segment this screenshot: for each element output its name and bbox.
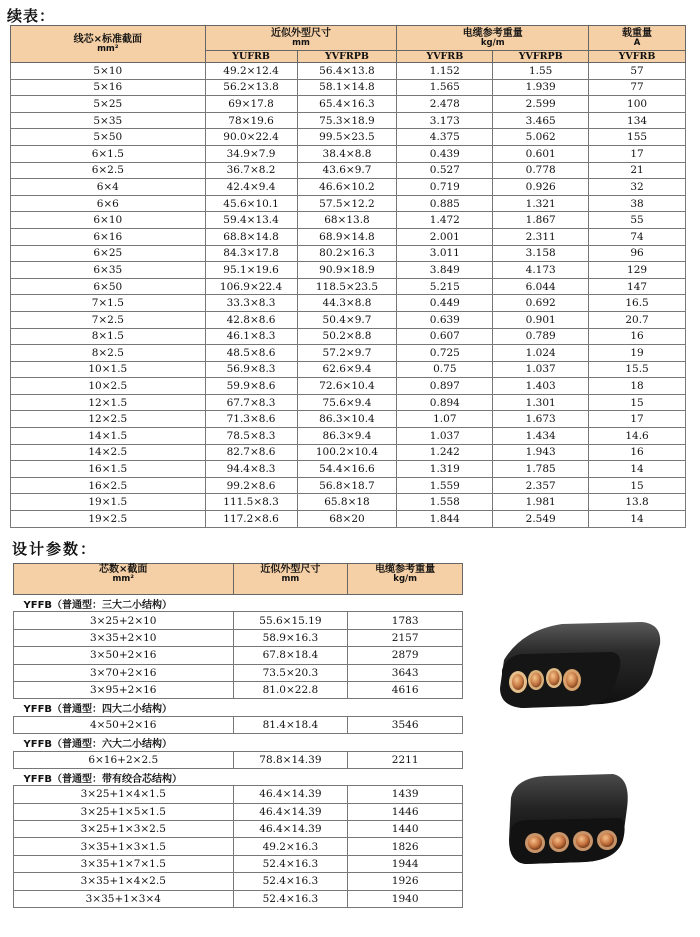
table-cell: 80.2×16.3 xyxy=(297,245,397,262)
table-cell: 0.789 xyxy=(493,328,589,345)
table-cell: 86.3×9.4 xyxy=(297,428,397,445)
table-cell: 50.2×8.8 xyxy=(297,328,397,345)
table-cell: 96 xyxy=(589,245,686,262)
table-row xyxy=(11,411,686,428)
table-row xyxy=(11,345,686,362)
table-cell: 49.2×16.3 xyxy=(233,838,348,855)
table-cell: 1440 xyxy=(348,821,463,838)
table-row xyxy=(14,821,463,838)
table-cell: 3×50+2×16 xyxy=(14,647,234,664)
table-cell: 57.5×12.2 xyxy=(297,195,397,212)
header-dimension-unit: mm xyxy=(292,38,310,48)
header-approx-dimension xyxy=(233,564,348,595)
header-core-count-label: 芯数×截面 xyxy=(99,564,148,575)
table-cell: 55 xyxy=(589,212,686,229)
table-cell: 46.6×10.2 xyxy=(297,179,397,196)
table-cell: 6×16 xyxy=(11,228,206,245)
table-cell: 2.001 xyxy=(397,228,493,245)
table-cell: 3643 xyxy=(348,664,463,681)
table-cell: 1.981 xyxy=(493,494,589,511)
table-cell: 95.1×19.6 xyxy=(205,262,297,279)
table-cell: 99.5×23.5 xyxy=(297,129,397,146)
table-cell: 38.4×8.8 xyxy=(297,145,397,162)
table-cell: 1.558 xyxy=(397,494,493,511)
table-cell: 3×25+1×3×2.5 xyxy=(14,821,234,838)
table-cell: 58.1×14.8 xyxy=(297,79,397,96)
table-cell: 78.5×8.3 xyxy=(205,428,297,445)
table-row xyxy=(11,162,686,179)
table-cell: 5×25 xyxy=(11,96,206,113)
group-row xyxy=(14,595,463,612)
table-cell: 68×13.8 xyxy=(297,212,397,229)
table-row xyxy=(14,873,463,890)
table-cell: 90.9×18.9 xyxy=(297,262,397,279)
header-ref-weight-unit: kg/m xyxy=(393,574,417,584)
table-cell: 0.885 xyxy=(397,195,493,212)
table-cell: 16×2.5 xyxy=(11,477,206,494)
table-cell: 59.4×13.4 xyxy=(205,212,297,229)
group-row xyxy=(14,734,463,751)
table-cell: 82.7×8.6 xyxy=(205,444,297,461)
table-cell: 90.0×22.4 xyxy=(205,129,297,146)
table-cell: 1.673 xyxy=(493,411,589,428)
header-weight-unit: kg/m xyxy=(480,38,505,48)
table-cell: 3×25+1×5×1.5 xyxy=(14,803,234,820)
table-cell: 8×1.5 xyxy=(11,328,206,345)
table-cell: 3.465 xyxy=(493,112,589,129)
table-cell: 12×2.5 xyxy=(11,411,206,428)
table-cell: 1.785 xyxy=(493,461,589,478)
table-cell: 10×1.5 xyxy=(11,361,206,378)
table-cell: 1446 xyxy=(348,803,463,820)
table-cell: 1.844 xyxy=(397,511,493,528)
table-cell: 1.55 xyxy=(493,63,589,80)
design-param-table-body xyxy=(14,595,463,908)
table-cell: 78.8×14.39 xyxy=(233,751,348,768)
table-cell: 1.07 xyxy=(397,411,493,428)
table-cell: 5×35 xyxy=(11,112,206,129)
table-cell: 3×35+1×7×1.5 xyxy=(14,855,234,872)
table-cell: 67.8×18.4 xyxy=(233,647,348,664)
table-row xyxy=(11,428,686,445)
table-cell: 15.5 xyxy=(589,361,686,378)
table-cell: 0.897 xyxy=(397,378,493,395)
table-cell: 99.2×8.6 xyxy=(205,477,297,494)
table-cell: 57.2×9.7 xyxy=(297,345,397,362)
table-cell: 0.692 xyxy=(493,295,589,312)
table-row xyxy=(11,461,686,478)
table-cell: 4.375 xyxy=(397,129,493,146)
table-cell: 4.173 xyxy=(493,262,589,279)
table-cell: 46.1×8.3 xyxy=(205,328,297,345)
table-row xyxy=(11,511,686,528)
table-cell: 16 xyxy=(589,328,686,345)
table-cell: 14 xyxy=(589,461,686,478)
table-cell: 75.6×9.4 xyxy=(297,394,397,411)
table-cell: 1.434 xyxy=(493,428,589,445)
table-cell: 5.062 xyxy=(493,129,589,146)
table-cell: 0.601 xyxy=(493,145,589,162)
table-cell: 81.4×18.4 xyxy=(233,716,348,733)
group-row xyxy=(14,699,463,716)
table-row xyxy=(11,112,686,129)
table-cell: 117.2×8.6 xyxy=(205,511,297,528)
table-cell: 33.3×8.3 xyxy=(205,295,297,312)
table-cell: 32 xyxy=(589,179,686,196)
table-cell: 65.4×16.3 xyxy=(297,96,397,113)
table-row xyxy=(14,629,463,646)
table-cell: 1.867 xyxy=(493,212,589,229)
header-core-section xyxy=(11,26,206,63)
group-title: YFFB（普通型：三大二小结构） xyxy=(14,595,463,612)
table-cell: 74 xyxy=(589,228,686,245)
table-cell: 17 xyxy=(589,145,686,162)
subheader-yvfrpb-weight: YVFRPB xyxy=(493,51,589,63)
table-cell: 1940 xyxy=(348,890,463,907)
table-row xyxy=(11,361,686,378)
table-cell: 1.301 xyxy=(493,394,589,411)
table-cell: 18 xyxy=(589,378,686,395)
table-cell: 118.5×23.5 xyxy=(297,278,397,295)
header-ref-weight xyxy=(348,564,463,595)
table-cell: 46.4×14.39 xyxy=(233,803,348,820)
table-cell: 4×50+2×16 xyxy=(14,716,234,733)
table-row xyxy=(14,838,463,855)
subheader-yvfrpb-dim: YVFRPB xyxy=(297,51,397,63)
table-cell: 1.565 xyxy=(397,79,493,96)
table-cell: 2.549 xyxy=(493,511,589,528)
table-cell: 2211 xyxy=(348,751,463,768)
header-approx-dimension-unit: mm xyxy=(281,574,300,584)
header-approx-dimension-label: 近似外型尺寸 xyxy=(260,564,321,575)
table-cell: 6×10 xyxy=(11,212,206,229)
table-cell: 3×70+2×16 xyxy=(14,664,234,681)
header-current-label: 载重量 xyxy=(622,28,653,39)
table-cell: 14 xyxy=(589,511,686,528)
table-cell: 5×10 xyxy=(11,63,206,80)
table-cell: 3.849 xyxy=(397,262,493,279)
table-cell: 46.4×14.39 xyxy=(233,786,348,803)
continued-heading: 续表： xyxy=(7,7,56,25)
table-cell: 62.6×9.4 xyxy=(297,361,397,378)
header-dimension xyxy=(205,26,397,51)
table-cell: 20.7 xyxy=(589,311,686,328)
table-cell: 38 xyxy=(589,195,686,212)
table-cell: 3×35+1×4×2.5 xyxy=(14,873,234,890)
cable-spec-table-body xyxy=(11,63,686,528)
table-cell: 1.559 xyxy=(397,477,493,494)
table-cell: 1.037 xyxy=(493,361,589,378)
table-cell: 56.8×18.7 xyxy=(297,477,397,494)
table-cell: 55.6×15.19 xyxy=(233,612,348,629)
table-cell: 3×25+1×4×1.5 xyxy=(14,786,234,803)
table-cell: 14×2.5 xyxy=(11,444,206,461)
table-cell: 0.778 xyxy=(493,162,589,179)
header-dimension-label: 近似外型尺寸 xyxy=(271,28,331,39)
table-cell: 6×16+2×2.5 xyxy=(14,751,234,768)
table-cell: 3.158 xyxy=(493,245,589,262)
table-cell: 3.173 xyxy=(397,112,493,129)
table-row xyxy=(11,494,686,511)
table-row xyxy=(14,681,463,698)
table-cell: 1.037 xyxy=(397,428,493,445)
table-cell: 6×4 xyxy=(11,179,206,196)
header-core-count-unit: mm² xyxy=(112,574,134,584)
table-cell: 6×6 xyxy=(11,195,206,212)
table-cell: 14×1.5 xyxy=(11,428,206,445)
table-row xyxy=(11,228,686,245)
header-current-unit: A xyxy=(633,38,641,48)
table-cell: 44.3×8.8 xyxy=(297,295,397,312)
table-cell: 10×2.5 xyxy=(11,378,206,395)
table-cell: 2.478 xyxy=(397,96,493,113)
table-cell: 57 xyxy=(589,63,686,80)
table-cell: 0.719 xyxy=(397,179,493,196)
table-cell: 16 xyxy=(589,444,686,461)
table-row xyxy=(14,647,463,664)
table-row xyxy=(11,328,686,345)
table-row xyxy=(11,278,686,295)
table-cell: 3.011 xyxy=(397,245,493,262)
table-cell: 3×35+1×3×4 xyxy=(14,890,234,907)
header-core-section-label: 线芯×标准截面 xyxy=(73,34,142,45)
table-cell: 14.6 xyxy=(589,428,686,445)
table-cell: 1783 xyxy=(348,612,463,629)
table-cell: 67.7×8.3 xyxy=(205,394,297,411)
table-cell: 71.3×8.6 xyxy=(205,411,297,428)
table-cell: 19×2.5 xyxy=(11,511,206,528)
table-cell: 8×2.5 xyxy=(11,345,206,362)
table-cell: 16.5 xyxy=(589,295,686,312)
table-cell: 84.3×17.8 xyxy=(205,245,297,262)
table-cell: 0.639 xyxy=(397,311,493,328)
table-cell: 72.6×10.4 xyxy=(297,378,397,395)
header-current xyxy=(589,26,686,51)
table-row xyxy=(11,79,686,96)
table-cell: 0.607 xyxy=(397,328,493,345)
table-cell: 1.024 xyxy=(493,345,589,362)
table-row xyxy=(14,716,463,733)
table-row xyxy=(11,394,686,411)
table-cell: 5×50 xyxy=(11,129,206,146)
table-row xyxy=(14,890,463,907)
table-cell: 5×16 xyxy=(11,79,206,96)
table-cell: 19 xyxy=(589,345,686,362)
table-cell: 2.599 xyxy=(493,96,589,113)
header-weight-label: 电缆参考重量 xyxy=(462,28,523,39)
table-cell: 4616 xyxy=(348,681,463,698)
table-row xyxy=(11,179,686,196)
table-cell: 94.4×8.3 xyxy=(205,461,297,478)
table-cell: 56.4×13.8 xyxy=(297,63,397,80)
group-title: YFFB（普通型：带有绞合芯结构） xyxy=(14,768,463,785)
table-cell: 77 xyxy=(589,79,686,96)
table-row xyxy=(11,245,686,262)
table-cell: 42.8×8.6 xyxy=(205,311,297,328)
table-cell: 42.4×9.4 xyxy=(205,179,297,196)
table-row xyxy=(14,751,463,768)
table-cell: 68×20 xyxy=(297,511,397,528)
table-cell: 65.8×18 xyxy=(297,494,397,511)
table-cell: 2.357 xyxy=(493,477,589,494)
table-cell: 15 xyxy=(589,477,686,494)
table-cell: 100 xyxy=(589,96,686,113)
table-cell: 52.4×16.3 xyxy=(233,873,348,890)
table-cell: 0.725 xyxy=(397,345,493,362)
table-cell: 3×35+1×3×1.5 xyxy=(14,838,234,855)
table-cell: 1.943 xyxy=(493,444,589,461)
group-row xyxy=(14,768,463,785)
table-row xyxy=(11,129,686,146)
table-cell: 7×2.5 xyxy=(11,311,206,328)
table-cell: 3546 xyxy=(348,716,463,733)
table-cell: 12×1.5 xyxy=(11,394,206,411)
flat-cable-photo-four-core xyxy=(505,768,635,868)
design-heading: 设计参数： xyxy=(12,540,98,558)
table-cell: 1.152 xyxy=(397,63,493,80)
table-cell: 100.2×10.4 xyxy=(297,444,397,461)
table-row xyxy=(11,63,686,80)
table-cell: 0.75 xyxy=(397,361,493,378)
table-cell: 1.321 xyxy=(493,195,589,212)
table-row xyxy=(11,145,686,162)
table-row xyxy=(14,803,463,820)
table-cell: 81.0×22.8 xyxy=(233,681,348,698)
table-cell: 48.5×8.6 xyxy=(205,345,297,362)
table-cell: 6×50 xyxy=(11,278,206,295)
table-row xyxy=(11,212,686,229)
table-row xyxy=(11,311,686,328)
table-cell: 1.242 xyxy=(397,444,493,461)
table-row xyxy=(11,444,686,461)
table-cell: 3×95+2×16 xyxy=(14,681,234,698)
table-cell: 1826 xyxy=(348,838,463,855)
table-cell: 59.9×8.6 xyxy=(205,378,297,395)
table-cell: 75.3×18.9 xyxy=(297,112,397,129)
table-cell: 134 xyxy=(589,112,686,129)
table-row xyxy=(11,262,686,279)
table-cell: 56.9×8.3 xyxy=(205,361,297,378)
table-cell: 0.449 xyxy=(397,295,493,312)
table-cell: 7×1.5 xyxy=(11,295,206,312)
table-cell: 0.439 xyxy=(397,145,493,162)
table-cell: 2.311 xyxy=(493,228,589,245)
table-cell: 73.5×20.3 xyxy=(233,664,348,681)
table-cell: 6×2.5 xyxy=(11,162,206,179)
table-cell: 49.2×12.4 xyxy=(205,63,297,80)
table-cell: 1439 xyxy=(348,786,463,803)
table-row xyxy=(11,195,686,212)
subheader-yufrb-dim: YUFRB xyxy=(205,51,297,63)
table-cell: 155 xyxy=(589,129,686,146)
table-cell: 147 xyxy=(589,278,686,295)
table-cell: 1.472 xyxy=(397,212,493,229)
table-cell: 111.5×8.3 xyxy=(205,494,297,511)
header-core-section-unit: mm² xyxy=(97,44,119,54)
flat-cable-photo-six-core xyxy=(492,608,667,718)
table-cell: 21 xyxy=(589,162,686,179)
table-cell: 58.9×16.3 xyxy=(233,629,348,646)
table-cell: 34.9×7.9 xyxy=(205,145,297,162)
table-row xyxy=(14,612,463,629)
table-cell: 6×35 xyxy=(11,262,206,279)
design-param-table xyxy=(13,563,463,908)
table-row xyxy=(11,477,686,494)
table-row xyxy=(14,664,463,681)
table-cell: 3×25+2×10 xyxy=(14,612,234,629)
table-cell: 2157 xyxy=(348,629,463,646)
table-cell: 5.215 xyxy=(397,278,493,295)
group-title: YFFB（普通型：六大二小结构） xyxy=(14,734,463,751)
table-cell: 86.3×10.4 xyxy=(297,411,397,428)
table-cell: 1.939 xyxy=(493,79,589,96)
table-cell: 1.403 xyxy=(493,378,589,395)
table-row xyxy=(14,855,463,872)
table-cell: 68.8×14.8 xyxy=(205,228,297,245)
table-cell: 2879 xyxy=(348,647,463,664)
table-cell: 15 xyxy=(589,394,686,411)
table-cell: 50.4×9.7 xyxy=(297,311,397,328)
table-cell: 6.044 xyxy=(493,278,589,295)
table-cell: 6×25 xyxy=(11,245,206,262)
subheader-yvfrb-weight: YVFRB xyxy=(397,51,493,63)
header-core-count-section xyxy=(14,564,234,595)
table-cell: 17 xyxy=(589,411,686,428)
table-row xyxy=(11,96,686,113)
table-cell: 13.8 xyxy=(589,494,686,511)
table-cell: 0.894 xyxy=(397,394,493,411)
table-cell: 3×35+2×10 xyxy=(14,629,234,646)
table-cell: 1926 xyxy=(348,873,463,890)
table-cell: 45.6×10.1 xyxy=(205,195,297,212)
table-cell: 1.319 xyxy=(397,461,493,478)
table-cell: 43.6×9.7 xyxy=(297,162,397,179)
table-cell: 106.9×22.4 xyxy=(205,278,297,295)
cable-spec-table xyxy=(10,25,686,528)
table-cell: 0.901 xyxy=(493,311,589,328)
group-title: YFFB（普通型：四大二小结构） xyxy=(14,699,463,716)
table-cell: 78×19.6 xyxy=(205,112,297,129)
table-cell: 19×1.5 xyxy=(11,494,206,511)
table-cell: 6×1.5 xyxy=(11,145,206,162)
table-cell: 0.926 xyxy=(493,179,589,196)
table-cell: 69×17.8 xyxy=(205,96,297,113)
subheader-yvfrb-current: YVFRB xyxy=(589,51,686,63)
table-cell: 52.4×16.3 xyxy=(233,890,348,907)
table-cell: 16×1.5 xyxy=(11,461,206,478)
table-row xyxy=(11,295,686,312)
table-cell: 54.4×16.6 xyxy=(297,461,397,478)
table-cell: 36.7×8.2 xyxy=(205,162,297,179)
table-cell: 1944 xyxy=(348,855,463,872)
header-ref-weight-label: 电缆参考重量 xyxy=(375,564,436,575)
table-cell: 46.4×14.39 xyxy=(233,821,348,838)
header-weight xyxy=(397,26,589,51)
table-cell: 52.4×16.3 xyxy=(233,855,348,872)
table-row xyxy=(14,786,463,803)
table-cell: 0.527 xyxy=(397,162,493,179)
table-cell: 68.9×14.8 xyxy=(297,228,397,245)
table-row xyxy=(11,378,686,395)
table-cell: 56.2×13.8 xyxy=(205,79,297,96)
table-cell: 129 xyxy=(589,262,686,279)
